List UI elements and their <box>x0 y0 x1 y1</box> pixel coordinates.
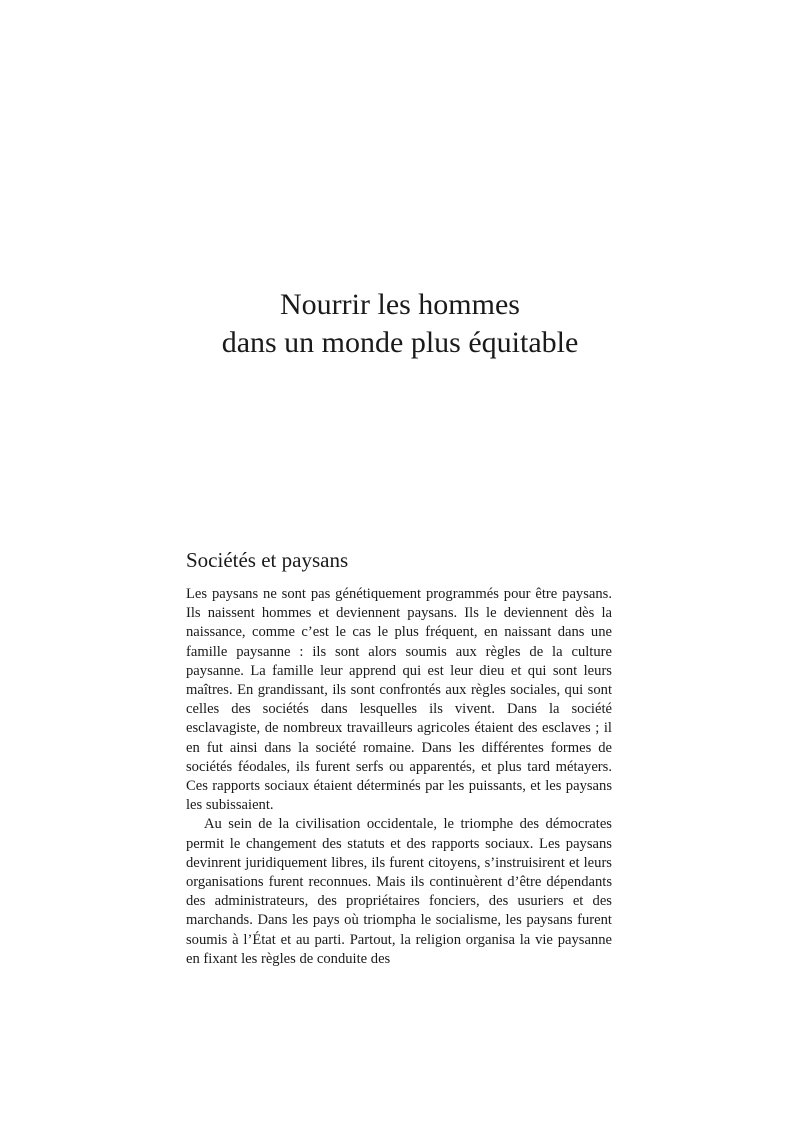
paragraph-2: Au sein de la civilisation occidentale, le triomphe des démocrates permit le changement des statuts et des rapports sociaux. Les paysans devinrent juridiquement libres, ils furent citoyens, s’instruisirent et leurs organisations furent reconnues. Mais ils continuèrent d’être dépendants des administrateurs, des propriétaires fonciers, des usuriers et des marchands. Dans les pays où triompha le socialisme, les paysans furent soumis à l’État et au parti. Partout, la religion organisa la vie paysanne en fixant les règles de conduite des <box>186 816 612 967</box>
chapter-title-line-2: dans un monde plus équitable <box>221 326 579 359</box>
section-heading: Sociétés et paysans <box>186 548 349 572</box>
chapter-title <box>0 286 800 362</box>
body-text <box>186 585 612 969</box>
paragraph-1: Les paysans ne sont pas génétiquement programmés pour être paysans. Ils naissent hommes et deviennent paysans. Ils le deviennent dès la naissance, comme c’est le cas le plus fréquent, en naissant dans une famille paysanne : ils sont alors soumis aux règles de la culture paysanne. La famille leur apprend qui est leur dieu et qui sont leurs maîtres. En grandissant, ils sont confrontés aux règles sociales, qui sont celles des sociétés dans lesquelles ils vivent. Dans la société esclavagiste, de nombreux travailleurs agricoles étaient des esclaves ; il en fut ainsi dans la société romaine. Dans les différentes formes de sociétés féodales, ils furent serfs ou apparentés, et plus tard métayers. Ces rapports sociaux étaient déterminés par les puissants, et les paysans les subissaient. <box>186 586 612 814</box>
chapter-title-line-1: Nourrir les hommes <box>280 288 520 321</box>
